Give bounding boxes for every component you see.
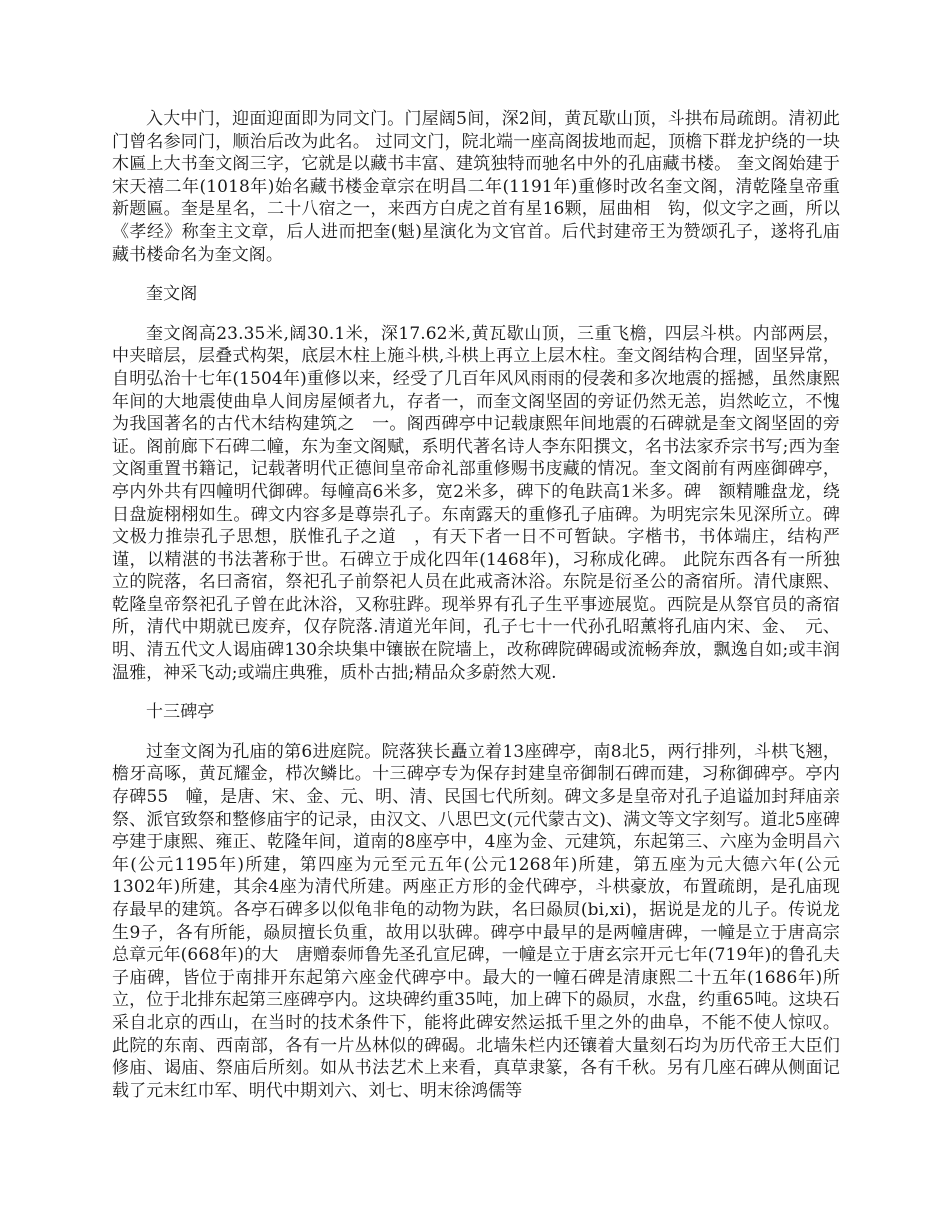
kuiwenge-paragraph: 奎文阁高23.35米,阔30.1米，深17.62米,黄瓦歇山顶，三重飞檐，四层斗栱。内部两层，中夹暗层，层叠式构架，底层木柱上施斗栱,斗栱上再立上层木柱。奎文阁结构合理，固坚异常，自明弘治十七年(1504年)重修以来，经受了几百年风风雨雨的侵袭和多次地震的摇撼，虽然康熙年间的大地震使曲阜人间房屋倾者九，存者一，而奎文阁坚固的旁证仍然无恙，岿然屹立，不愧为我国著名的古代木结构建筑之 一。阁西碑亭中记载康熙年间地震的石碑就是奎文阁坚固的旁证。阁前廊下石碑二幢，东为奎文阁赋，系明代著名诗人李东阳撰文，名书法家乔宗书写;西为奎文阁重置书籍记，记载著明代正德间皇帝命礼部重修赐书庋藏的情况。奎文阁前有两座御碑亭，亭内外共有四幢明代御碑。每幢高6米多，宽2米多，碑下的龟趺高1米多。碑 额精雕盘龙，绕日盘旋栩栩如生。碑文内容多是尊崇孔子。东南露天的重修孔子庙碑。为明宪宗朱见深所立。碑文极力推崇孔子思想，朕惟孔子之道 ，有天下者一日不可暂缺。字楷书，书体端庄，结构严谨，以精湛的书法著称于世。石碑立于成化四年(1468年)，习称成化碑。 此院东西各有一所独立的院落，名曰斋宿，祭祀孔子前祭祀人员在此戒斋沐浴。东院是衍圣公的斋宿所。清代康熙、乾隆皇帝祭祀孔子曾在此沐浴，又称驻跸。现举界有孔子生平事迹展览。西院是从祭官员的斋宿所，清代中期就已废弃，仅存院落.清道光年间，孔子七十一代孙孔昭薰将孔庙内宋、金、 元、明、清五代文人谒庙碑130余块集中镶嵌在院墙上，改称碑院碑碣或流畅奔放，飘逸自如;或丰润温雅，神采飞动;或端庄典雅，质朴古拙;精品众多蔚然大观. <box>112 323 840 683</box>
section-heading-shisanbeiting: 十三碑亭 <box>146 702 215 723</box>
intro-paragraph: 入大中门，迎面迎面即为同文门。门屋阔5间，深2间，黄瓦歇山顶，斗拱布局疏朗。清初此门曾名参同门，顺治后改为此名。 过同文门，院北端一座高阁拔地而起，顶檐下群龙护绕的一块木匾上大书奎文阁三字，它就是以藏书丰富、建筑独特而驰名中外的孔庙藏书楼。 奎文阁始建于宋天禧二年(1018年)始名藏书楼金章宗在明昌二年(1191年)重修时改名奎文阁，清乾隆皇帝重新题匾。奎是星名，二十八宿之一，来西方白虎之首有星16颗，屈曲相 钩，似文字之画，所以《孝经》称奎主文章，后人进而把奎(魁)星演化为文官首。后代封建帝王为赞颂孔子，遂将孔庙藏书楼命名为奎文阁。 <box>112 109 840 265</box>
shisanbeiting-paragraph: 过奎文阁为孔庙的第6进庭院。院落狭长矗立着13座碑亭，南8北5，两行排列，斗栱飞翘，檐牙高啄，黄瓦耀金，栉次鳞比。十三碑亭专为保存封建皇帝御制石碑而建，习称御碑亭。亭内存碑55 幢，是唐、宋、金、元、明、清、民国七代所刻。碑文多是皇帝对孔子追谥加封拜庙亲祭、派官致祭和整修庙宇的记录，由汉文、八思巴文(元代蒙古文)、满文等文字刻写。道北5座碑亭建于康熙、雍正、乾隆年间，道南的8座亭中，4座为金、元建筑，东起第三、六座为金明昌六年(公元1195年)所建，第四座为元至元五年(公元1268年)所建，第五座为元大德六年(公元1302年)所建，其余4座为清代所建。两座正方形的金代碑亭，斗栱豪放，布置疏朗，是孔庙现存最早的建筑。各亭石碑多以似龟非龟的动物为趺，名曰赑屃(bi,xi)，据说是龙的儿子。传说龙生9子，各有所能，赑屃擅长负重，故用以驮碑。碑亭中最早的是两幢唐碑，一幢是立于唐高宗总章元年(668年)的大 唐赠泰师鲁先圣孔宣尼碑，一幢是立于唐玄宗开元七年(719年)的鲁孔夫子庙碑，皆位于南排开东起第六座金代碑亭中。最大的一幢石碑是清康熙二十五年(1686年)所立，位于北排东起第三座碑亭内。这块碑约重35吨，加上碑下的赑屃，水盘，约重65吨。这块石采自北京的西山，在当时的技术条件下，能将此碑安然运抵千里之外的曲阜，不能不使人惊叹。 此院的东南、西南部，各有一片丛林似的碑碣。北墙朱栏内还镶着大量刻石均为历代帝王大臣们修庙、谒庙、祭庙后所刻。如从书法艺术上来看，真草隶篆，各有千秋。另有几座石碑从侧面记载了元末红巾军、明代中期刘六、刘七、明末徐鸿儒等 <box>112 741 840 1101</box>
document-page <box>112 108 840 1102</box>
section-heading-kuiwenge: 奎文阁 <box>146 284 198 305</box>
